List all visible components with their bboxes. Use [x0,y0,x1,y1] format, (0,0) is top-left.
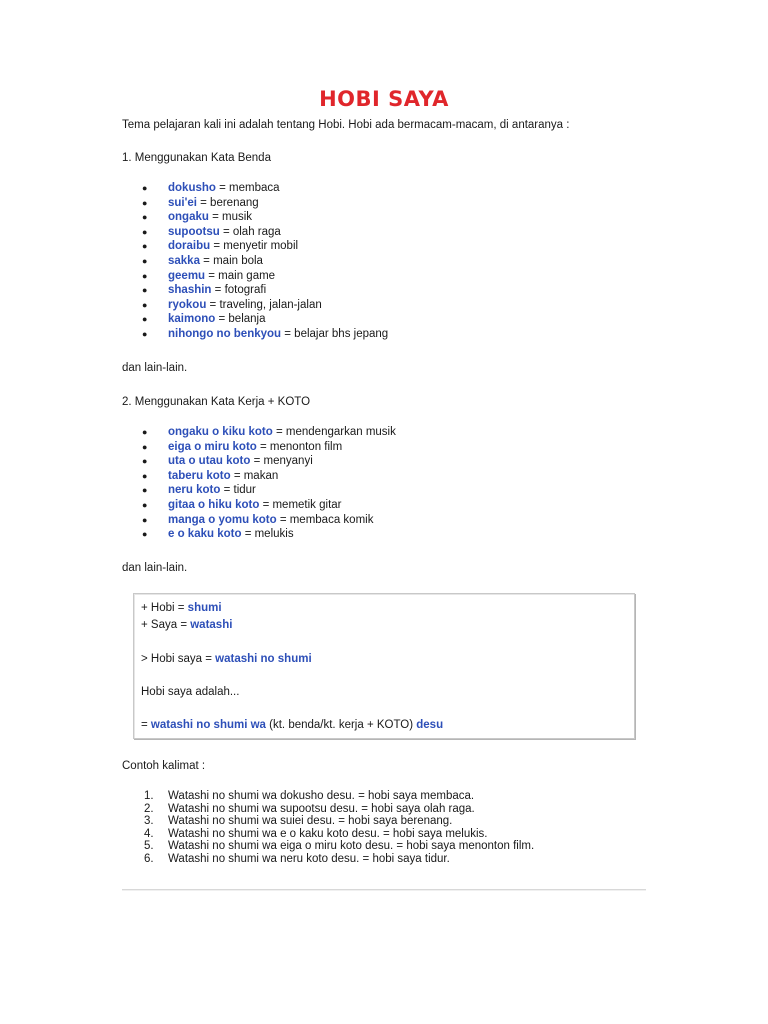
term: uta o utau koto [168,455,251,468]
term: dokusho [168,182,216,194]
box-text: > Hobi saya = [141,653,216,665]
examples-list [0,790,534,865]
bullet-icon: ● [142,212,148,223]
list-item [0,298,388,313]
box-keyword: shumi [187,602,222,614]
bullet-icon: ● [142,314,148,325]
meaning: = memetik gitar [259,498,342,511]
term: sakka [168,254,200,267]
divider [122,889,646,891]
term: eiga o miru koto [168,440,257,453]
section1-heading: 1. Menggunakan Kata Benda [122,152,271,164]
term: nihongo no benkyou [168,327,282,340]
box-line-saya [141,618,232,632]
box-line-hobi-saya [141,652,312,666]
term: taberu koto [168,469,231,482]
example-text: Watashi no shumi wa supootsu desu. = hobi saya olah raga. [168,802,475,815]
bullet-icon: ● [142,485,148,496]
bullet-icon: ● [142,197,148,208]
section1-after-text: dan lain-lain. [122,362,188,374]
section2-list [0,425,396,542]
meaning: = musik [208,211,253,224]
term: supootsu [168,225,220,238]
list-item [0,425,396,440]
meaning: = tidur [220,484,256,497]
list-item [0,269,388,284]
meaning: = membaca komik [276,513,374,526]
list-item [0,527,396,542]
term: sui'ei [168,196,197,209]
example-text: Watashi no shumi wa suiei desu. = hobi saya berenang. [168,815,453,827]
box-keyword: watashi no shumi wa [150,719,266,731]
meaning: = menonton film [256,440,343,453]
list-item [0,210,388,225]
examples-heading: Contoh kalimat : [122,760,206,772]
list-item [0,312,388,327]
box-text: = [141,719,151,731]
list-item [0,440,396,455]
term: ongaku o kiku koto [168,426,273,438]
item-number: 3. [144,815,154,827]
term: ongaku [168,211,209,224]
bullet-icon: ● [142,529,148,540]
formula-box [133,593,635,739]
list-item [0,327,388,342]
box-line-hobi [141,601,222,615]
box-keyword: watashi [190,619,233,631]
bullet-icon: ● [142,270,148,281]
list-item [0,840,534,853]
meaning: = traveling, jalan-jalan [206,298,322,311]
meaning: = melukis [241,528,294,541]
list-item [0,181,388,196]
box-text: + Saya = [141,619,191,631]
box-line-formula [141,718,443,732]
section2-heading: 2. Menggunakan Kata Kerja + KOTO [122,396,311,408]
item-number: 4. [144,827,154,840]
item-number: 5. [144,840,154,852]
bullet-icon: ● [142,456,148,467]
section1-list [0,181,388,342]
term: e o kaku koto [168,528,242,541]
bullet-icon: ● [142,514,148,525]
term: neru koto [168,484,221,497]
box-keyword: watashi no shumi [215,653,312,665]
bullet-icon: ● [142,255,148,266]
list-item [0,239,388,254]
meaning: = belajar bhs jepang [281,327,389,340]
list-item [0,469,396,484]
term: gitaa o hiku koto [168,498,260,511]
bullet-icon: ● [142,441,148,452]
box-line-adalah: Hobi saya adalah... [141,686,240,698]
meaning: = mendengarkan musik [272,426,396,438]
list-item [0,196,388,211]
list-item [0,283,388,298]
box-text: (kt. benda/kt. kerja + KOTO) [265,719,417,731]
list-item [0,853,534,866]
term: manga o yomu koto [168,513,277,526]
bullet-icon: ● [142,226,148,237]
intro-text: Tema pelajaran kali ini adalah tentang Hobi. Hobi ada bermacam-macam, di antaranya : [122,119,570,131]
meaning: = belanja [215,313,266,326]
list-item [0,803,534,816]
meaning: = makan [230,469,279,482]
item-number: 2. [144,802,154,815]
list-item [0,225,388,240]
box-text: + Hobi = [141,602,188,614]
bullet-icon: ● [142,285,148,296]
bullet-icon: ● [142,183,148,193]
example-text: Watashi no shumi wa eiga o miru koto desu. = hobi saya menonton film. [168,840,535,852]
bullet-icon: ● [142,241,148,252]
list-item [0,513,396,528]
list-item [0,815,534,828]
meaning: = menyetir mobil [210,240,299,253]
example-text: Watashi no shumi wa neru koto desu. = hobi saya tidur. [168,852,450,865]
bullet-icon: ● [142,299,148,310]
meaning: = membaca [215,182,280,194]
meaning: = fotografi [211,284,267,297]
item-number: 1. [144,790,154,802]
list-item [0,790,534,803]
list-item [0,498,396,513]
term: kaimono [168,313,216,326]
bullet-icon: ● [142,499,148,510]
meaning: = menyanyi [250,455,313,468]
list-item [0,483,396,498]
example-text: Watashi no shumi wa e o kaku koto desu. = hobi saya melukis. [168,827,488,840]
term: shashin [168,284,212,297]
bullet-icon: ● [142,470,148,481]
meaning: = main bola [199,254,263,267]
meaning: = berenang [196,196,259,209]
list-item [0,828,534,841]
meaning: = olah raga [219,225,281,238]
box-keyword: desu [416,719,444,731]
bullet-icon: ● [142,328,148,339]
list-item [0,454,396,469]
bullet-icon: ● [142,427,148,437]
term: doraibu [168,240,211,253]
meaning: = main game [205,269,276,282]
example-text: Watashi no shumi wa dokusho desu. = hobi saya membaca. [168,790,475,802]
item-number: 6. [144,852,154,865]
term: ryokou [168,298,207,311]
section2-after-text: dan lain-lain. [122,562,188,574]
term: geemu [168,269,206,282]
list-item [0,254,388,269]
page-title: HOBI SAYA [319,87,449,111]
